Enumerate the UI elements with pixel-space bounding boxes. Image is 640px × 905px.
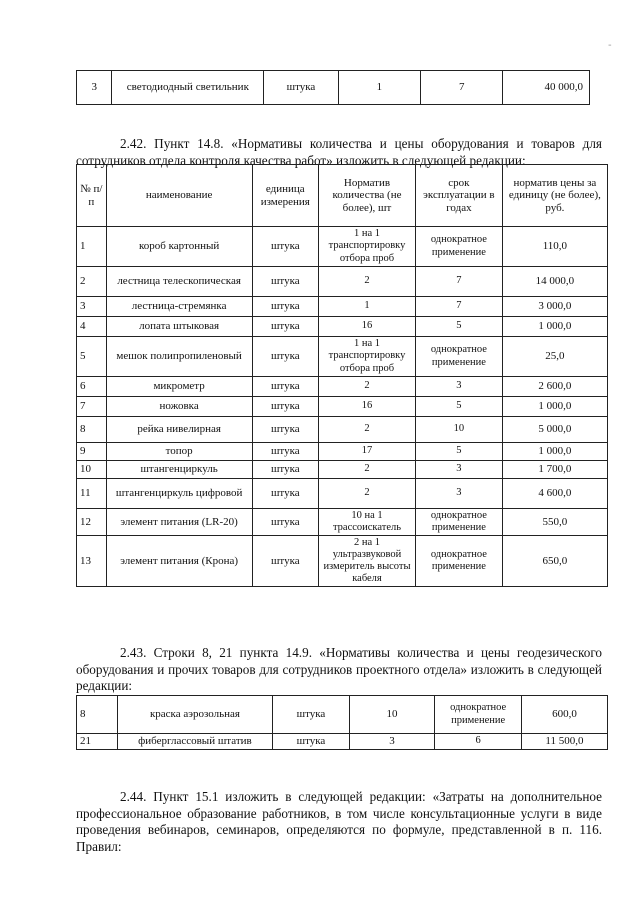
cell-term: 5 [416,443,503,461]
cell-qty: 1 на 1 транспортировку отбора проб [319,337,416,377]
cell-price: 11 500,0 [521,734,607,750]
cell-num: 6 [77,377,107,397]
table-row [77,461,608,479]
cell-term: 3 [416,377,503,397]
table-row [77,297,608,317]
table-row [77,337,608,377]
cell-term: 3 [416,461,503,479]
cell-qty: 1 на 1 транспортировку отбора проб [319,227,416,267]
cell-num: 10 [77,461,107,479]
top-table [76,70,590,105]
cell-unit: штука [273,734,349,750]
cell-unit: штука [252,509,318,536]
header-price: норматив цены за единицу (не более), руб. [502,165,607,227]
cell-price: 40 000,0 [503,71,590,105]
cell-term: 7 [421,71,503,105]
table-row [77,71,590,105]
header-row [77,165,608,227]
cell-name: элемент питания (Крона) [106,536,252,587]
cell-term: однократное применение [416,227,503,267]
cell-unit: штука [252,461,318,479]
cell-name: фиберглассовый штатив [117,734,273,750]
cell-price: 650,0 [502,536,607,587]
paragraph-2-42: 2.42. Пункт 14.8. «Нормативы количества и цены оборудования и товаров для сотрудников отдела контроля качества работ» изложить в следующей редакции: [76,136,602,168]
cell-num: 4 [77,317,107,337]
table-row [77,509,608,536]
cell-num: 1 [77,227,107,267]
cell-unit: штука [252,227,318,267]
cell-price: 1 700,0 [502,461,607,479]
table-row [77,227,608,267]
cell-price: 4 600,0 [502,479,607,509]
cell-price: 2 600,0 [502,377,607,397]
cell-price: 3 000,0 [502,297,607,317]
cell-num: 9 [77,443,107,461]
table-row [77,417,608,443]
cell-qty: 2 [319,267,416,297]
table-row [77,696,608,734]
cell-qty: 2 [319,417,416,443]
header-qty: Норматив количества (не более), шт [319,165,416,227]
cell-num: 5 [77,337,107,377]
cell-name: лестница телескопическая [106,267,252,297]
cell-unit: штука [252,377,318,397]
table-row [77,397,608,417]
cell-name: лопата штыковая [106,317,252,337]
cell-num: 11 [77,479,107,509]
cell-num: 21 [77,734,118,750]
cell-term: 7 [416,267,503,297]
cell-unit: штука [252,479,318,509]
cell-price: 14 000,0 [502,267,607,297]
cell-num: 2 [77,267,107,297]
cell-price: 600,0 [521,696,607,734]
table-row [77,536,608,587]
table-row [77,443,608,461]
cell-qty: 10 [349,696,435,734]
cell-name: короб картонный [106,227,252,267]
cell-term: 3 [416,479,503,509]
cell-name: светодиодный светильник [112,71,264,105]
cell-term: 5 [416,397,503,417]
cell-qty: 2 на 1 ультразвуковой измеритель высоты кабеля [319,536,416,587]
cell-term: однократное применение [416,509,503,536]
cell-qty: 2 [319,377,416,397]
cell-unit: штука [252,337,318,377]
cell-name: краска аэрозольная [117,696,273,734]
cell-term: 10 [416,417,503,443]
cell-term: однократное применение [416,337,503,377]
cell-price: 1 000,0 [502,397,607,417]
cell-num: 8 [77,696,118,734]
cell-unit: штука [252,297,318,317]
cell-unit: штука [252,397,318,417]
cell-num: 3 [77,297,107,317]
cell-name: микрометр [106,377,252,397]
cell-qty: 17 [319,443,416,461]
cell-num: 8 [77,417,107,443]
cell-price: 25,0 [502,337,607,377]
cell-qty: 10 на 1 трассоискатель [319,509,416,536]
paragraph-2-43: 2.43. Строки 8, 21 пункта 14.9. «Нормативы количества и цены геодезического оборудования и прочих товаров для сотрудников проектного отдела» изложить в следующей редакции: [76,645,602,694]
paragraph-2-44: 2.44. Пункт 15.1 изложить в следующей редакции: «Затраты на дополнительное профессиональное образование работников, в том числе консультационные услуги в виде проведения вебинаров, семинаров, определяются по формуле, представленной в п. 116. Правил: [76,789,602,854]
table-row [77,267,608,297]
cell-term: 5 [416,317,503,337]
cell-term: 7 [416,297,503,317]
cell-num: 13 [77,536,107,587]
cell-name: штангенциркуль цифровой [106,479,252,509]
cell-unit: штука [252,536,318,587]
main-table [76,164,608,587]
cell-price: 1 000,0 [502,317,607,337]
cell-unit: штука [252,267,318,297]
cell-qty: 16 [319,397,416,417]
cell-qty: 3 [349,734,435,750]
table-row [77,734,608,750]
cell-term: однократное применение [416,536,503,587]
header-unit: единица измерения [252,165,318,227]
cell-price: 110,0 [502,227,607,267]
cell-price: 1 000,0 [502,443,607,461]
cell-unit: штука [252,317,318,337]
table-row [77,317,608,337]
cell-qty: 1 [319,297,416,317]
cell-num: 3 [77,71,112,105]
header-num: № п/п [77,165,107,227]
table-row [77,479,608,509]
cell-qty: 2 [319,461,416,479]
cell-unit: штука [252,443,318,461]
cell-name: рейка нивелирная [106,417,252,443]
cell-num: 7 [77,397,107,417]
cell-qty: 16 [319,317,416,337]
cell-price: 550,0 [502,509,607,536]
cell-name: топор [106,443,252,461]
cell-qty: 1 [338,71,420,105]
cell-term: 6 [435,734,522,750]
header-name: наименование [106,165,252,227]
cell-name: штангенциркуль [106,461,252,479]
cell-unit: штука [252,417,318,443]
cell-name: мешок полипропиленовый [106,337,252,377]
small-table [76,695,608,750]
header-term: срок эксплуатации в годах [416,165,503,227]
table-row [77,377,608,397]
cell-name: ножовка [106,397,252,417]
cell-price: 5 000,0 [502,417,607,443]
cell-num: 12 [77,509,107,536]
cell-name: элемент питания (LR-20) [106,509,252,536]
cell-qty: 2 [319,479,416,509]
cell-unit: штука [273,696,349,734]
cell-unit: штука [264,71,338,105]
cell-name: лестница-стремянка [106,297,252,317]
cell-term: однократное применение [435,696,522,734]
scan-mark: - [608,40,612,51]
